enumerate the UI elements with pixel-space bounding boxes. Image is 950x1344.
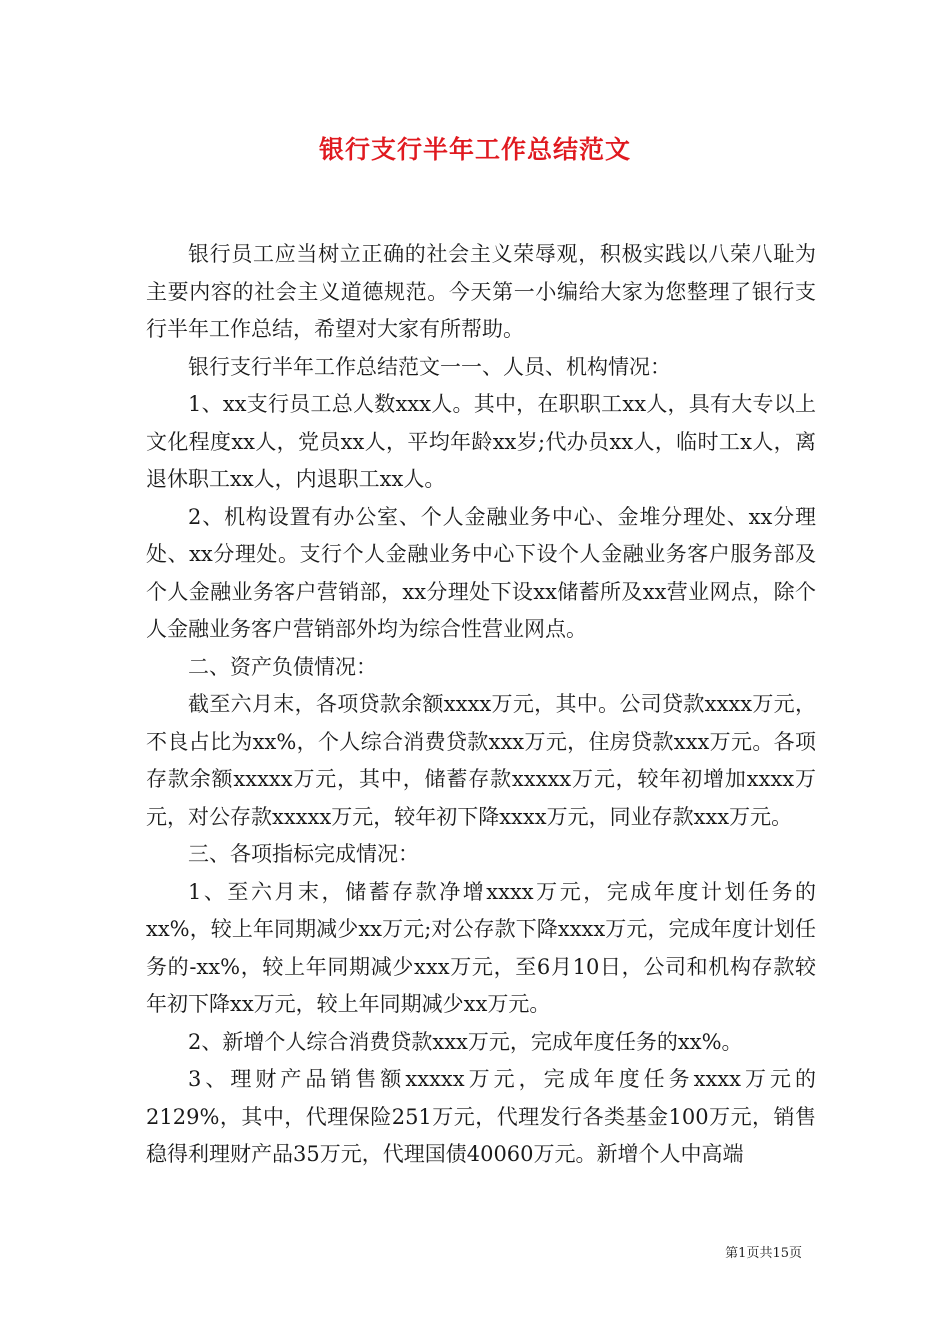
paragraph-intro: 银行员工应当树立正确的社会主义荣辱观，积极实践以八荣八耻为主要内容的社会主义道德规范。今天第一小编给大家为您整理了银行支行半年工作总结，希望对大家有所帮助。 (146, 242, 816, 341)
document-body (146, 236, 816, 1174)
document-title: 银行支行半年工作总结范文 (318, 135, 631, 164)
paragraph-organization: 2、机构设置有办公室、个人金融业务中心、金堆分理处、xx分理处、xx分理处。支行个人金融业务中心下设个人金融业务客户服务部及个人金融业务客户营销部，xx分理处下设xx储蓄所及xx营业网点，除个人金融业务客户营销部外均为综合性营业网点。 (146, 504, 816, 641)
paragraph-wealth: 3、理财产品销售额xxxxx万元，完成年度任务xxxx万元的2129%，其中，代理保险251万元，代理发行各类基金100万元，销售稳得利理财产品35万元，代理国债40060万元。新增个人中高端 (146, 1067, 816, 1166)
paragraph-section-heading-2: 二、资产负债情况： (188, 654, 377, 679)
paragraph-deposits: 1、至六月末，储蓄存款净增xxxx万元，完成年度计划任务的xx%，较上年同期减少xx万元;对公存款下降xxxx万元，完成年度计划任务的-xx%，较上年同期减少xxx万元，至6月10日，公司和机构存款较年初下降xx万元，较上年同期减少xx万元。 (146, 879, 816, 1016)
paragraph-staff: 1、xx支行员工总人数xxx人。其中，在职职工xx人，具有大专以上文化程度xx人，党员xx人，平均年龄xx岁;代办员xx人，临时工x人，离退休职工xx人，内退职工xx人。 (146, 392, 816, 491)
paragraph-assets: 截至六月末，各项贷款余额xxxx万元，其中。公司贷款xxxx万元，不良占比为xx%，个人综合消费贷款xxx万元，住房贷款xxx万元。各项存款余额xxxxx万元，其中，储蓄存款xxxxx万元，较年初增加xxxx万元，对公存款xxxxx万元，较年初下降xxxx万元，同业存款xxx万元。 (146, 692, 816, 829)
paragraph-section-heading-1: 银行支行半年工作总结范文一一、人员、机构情况： (188, 354, 671, 379)
page-number: 第1页共15页 (725, 1246, 802, 1261)
paragraph-loans: 2、新增个人综合消费贷款xxx万元，完成年度任务的xx%。 (188, 1029, 743, 1054)
paragraph-section-heading-3: 三、各项指标完成情况： (188, 842, 419, 866)
